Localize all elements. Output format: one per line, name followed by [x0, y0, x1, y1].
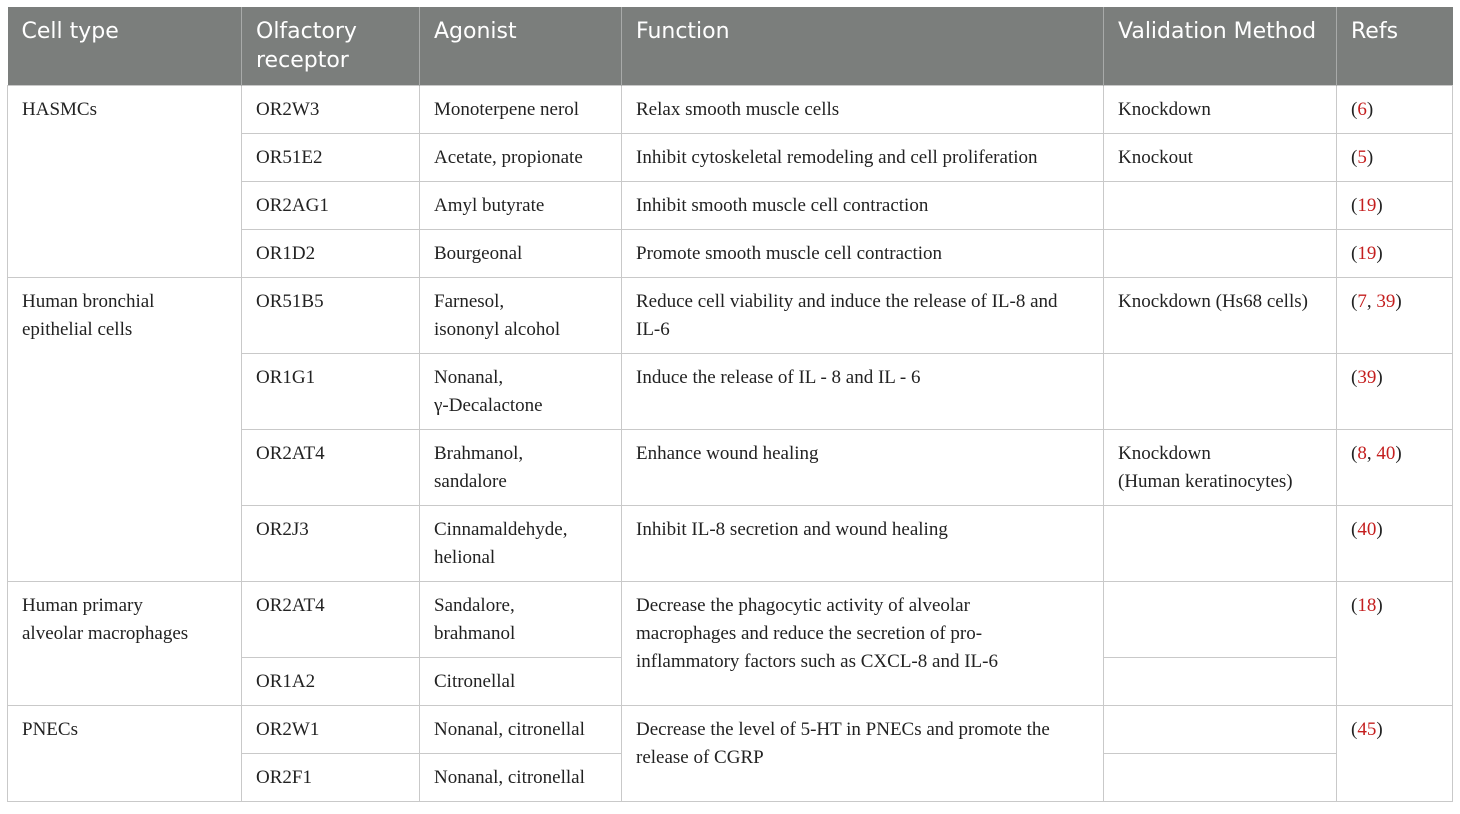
refs-cell: (5)	[1337, 134, 1453, 182]
refs-cell: (6)	[1337, 86, 1453, 134]
text-line: Decrease the phagocytic activity of alveolar	[636, 595, 970, 616]
olfactory-receptor-table	[7, 7, 1453, 802]
reference-link[interactable]: 7	[1357, 291, 1367, 312]
validation-cell	[1104, 354, 1337, 430]
header-function: Function	[622, 7, 1104, 86]
cell-type-cell	[8, 278, 242, 582]
cell-type-cell	[8, 582, 242, 706]
function-cell: Enhance wound healing	[622, 430, 1104, 506]
receptor-cell: OR51B5	[242, 278, 420, 354]
text-line: IL-6	[636, 319, 670, 340]
text-line: inflammatory factors such as CXCL-8 and IL-6	[636, 651, 998, 672]
function-cell: Relax smooth muscle cells	[622, 86, 1104, 134]
reference-link[interactable]: 40	[1376, 443, 1396, 464]
header-olfactory-receptor: Olfactory receptor	[242, 7, 420, 86]
validation-cell	[1104, 582, 1337, 658]
refs-cell: (19)	[1337, 230, 1453, 278]
validation-cell	[1104, 430, 1337, 506]
table-body	[8, 86, 1453, 802]
receptor-cell: OR2J3	[242, 506, 420, 582]
table-row	[8, 278, 1453, 354]
refs-cell: (18)	[1337, 582, 1453, 706]
reference-link[interactable]: 39	[1376, 291, 1396, 312]
agonist-cell	[420, 278, 622, 354]
receptor-cell: OR51E2	[242, 134, 420, 182]
agonist-cell: Nonanal, citronellal	[420, 706, 622, 754]
text-line: Reduce cell viability and induce the release of IL-8 and	[636, 291, 1058, 312]
validation-cell: Knockdown	[1104, 86, 1337, 134]
header-row	[8, 7, 1453, 86]
function-cell	[622, 278, 1104, 354]
reference-link[interactable]: 6	[1357, 99, 1367, 120]
reference-link[interactable]: 18	[1357, 595, 1377, 616]
header-agonist: Agonist	[420, 7, 622, 86]
text-line: epithelial cells	[22, 319, 133, 340]
text-line: alveolar macrophages	[22, 623, 189, 644]
refs-cell: (8, 40)	[1337, 430, 1453, 506]
refs-cell: (40)	[1337, 506, 1453, 582]
reference-link[interactable]: 45	[1357, 719, 1377, 740]
validation-cell	[1104, 754, 1337, 802]
text-line: sandalore	[434, 471, 507, 492]
agonist-cell	[420, 582, 622, 658]
function-cell: Promote smooth muscle cell contraction	[622, 230, 1104, 278]
agonist-cell: Citronellal	[420, 658, 622, 706]
validation-cell	[1104, 706, 1337, 754]
header-refs: Refs	[1337, 7, 1453, 86]
receptor-cell: OR1A2	[242, 658, 420, 706]
refs-cell: (45)	[1337, 706, 1453, 802]
text-line: Decrease the level of 5-HT in PNECs and promote the	[636, 719, 1050, 740]
table-row	[8, 706, 1453, 754]
function-cell: Inhibit IL-8 secretion and wound healing	[622, 506, 1104, 582]
table-row	[8, 582, 1453, 658]
text-line: Cinnamaldehyde,	[434, 519, 568, 540]
text-line: macrophages and reduce the secretion of pro-	[636, 623, 983, 644]
table-row	[8, 86, 1453, 134]
text-line: Sandalore,	[434, 595, 515, 616]
text-line: Nonanal,	[434, 367, 504, 388]
receptor-cell: OR2AT4	[242, 582, 420, 658]
text-line: Human bronchial	[22, 291, 155, 312]
receptor-cell: OR1D2	[242, 230, 420, 278]
receptor-cell: OR2F1	[242, 754, 420, 802]
agonist-cell: Monoterpene nerol	[420, 86, 622, 134]
receptor-cell: OR2AT4	[242, 430, 420, 506]
validation-cell	[1104, 182, 1337, 230]
agonist-cell: Amyl butyrate	[420, 182, 622, 230]
refs-cell: (39)	[1337, 354, 1453, 430]
validation-cell: Knockout	[1104, 134, 1337, 182]
header-cell-type: Cell type	[8, 7, 242, 86]
text-line: γ-Decalactone	[434, 395, 543, 416]
cell-type-cell: PNECs	[8, 706, 242, 802]
function-cell: Inhibit smooth muscle cell contraction	[622, 182, 1104, 230]
text-line: brahmanol	[434, 623, 516, 644]
header-validation-method: Validation Method	[1104, 7, 1337, 86]
function-cell: Induce the release of IL - 8 and IL - 6	[622, 354, 1104, 430]
receptor-cell: OR2W3	[242, 86, 420, 134]
reference-link[interactable]: 39	[1357, 367, 1377, 388]
function-cell	[622, 706, 1104, 802]
text-line: helional	[434, 547, 496, 568]
reference-link[interactable]: 8	[1357, 443, 1367, 464]
agonist-cell: Bourgeonal	[420, 230, 622, 278]
reference-link[interactable]: 40	[1357, 519, 1377, 540]
agonist-cell	[420, 354, 622, 430]
receptor-cell: OR2AG1	[242, 182, 420, 230]
text-line: Human primary	[22, 595, 143, 616]
reference-link[interactable]: 19	[1357, 243, 1377, 264]
receptor-cell: OR1G1	[242, 354, 420, 430]
text-line: isononyl alcohol	[434, 319, 561, 340]
text-line: release of CGRP	[636, 747, 764, 768]
agonist-cell: Acetate, propionate	[420, 134, 622, 182]
text-line: Brahmanol,	[434, 443, 524, 464]
cell-type-cell: HASMCs	[8, 86, 242, 278]
function-cell: Inhibit cytoskeletal remodeling and cell proliferation	[622, 134, 1104, 182]
validation-cell	[1104, 230, 1337, 278]
reference-link[interactable]: 19	[1357, 195, 1377, 216]
text-line: Farnesol,	[434, 291, 505, 312]
text-line: Knockdown	[1118, 443, 1211, 464]
receptor-cell: OR2W1	[242, 706, 420, 754]
function-cell	[622, 582, 1104, 706]
refs-cell: (19)	[1337, 182, 1453, 230]
agonist-cell	[420, 506, 622, 582]
text-line: (Human keratinocytes)	[1118, 471, 1293, 492]
refs-cell: (7, 39)	[1337, 278, 1453, 354]
validation-cell	[1104, 658, 1337, 706]
agonist-cell: Nonanal, citronellal	[420, 754, 622, 802]
validation-cell: Knockdown (Hs68 cells)	[1104, 278, 1337, 354]
agonist-cell	[420, 430, 622, 506]
reference-link[interactable]: 5	[1357, 147, 1367, 168]
validation-cell	[1104, 506, 1337, 582]
